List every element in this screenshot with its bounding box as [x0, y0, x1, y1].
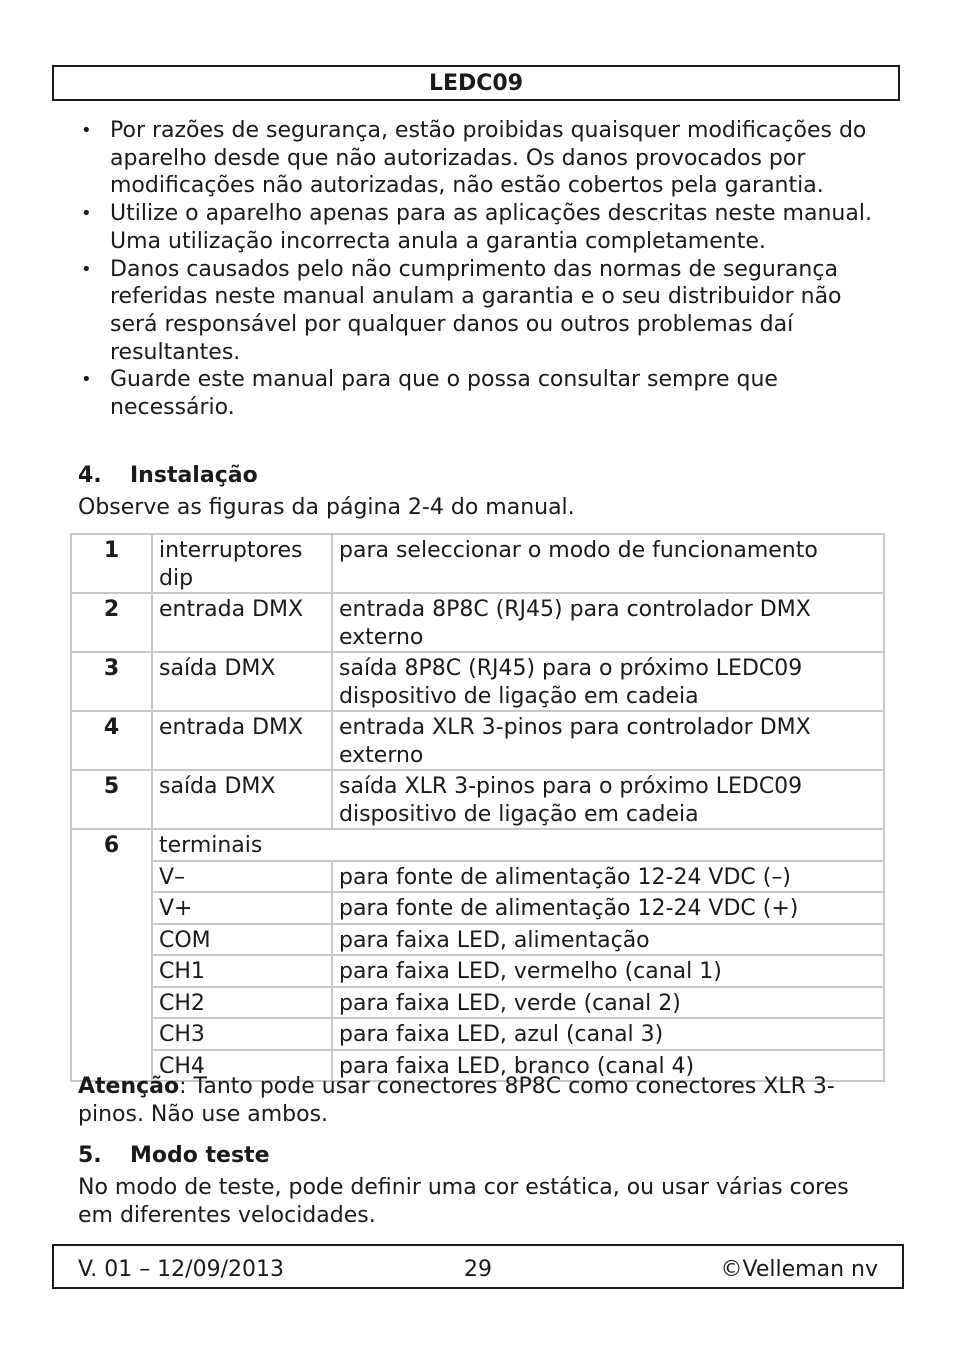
- page-footer: [52, 1244, 904, 1289]
- bullet-item: • Utilize o aparelho apenas para as aplicações descritas neste manual. Uma utilização incorrecta anula a garantia completamente.: [81, 201, 872, 254]
- table-row: [71, 711, 884, 770]
- safety-bullet-list: [78, 117, 878, 422]
- terminal-row: [71, 861, 884, 893]
- row-name: entrada DMX: [152, 711, 332, 770]
- terminal-description: para faixa LED, verde (canal 2): [332, 987, 884, 1019]
- terminal-description: para fonte de alimentação 12-24 VDC (+): [332, 892, 884, 924]
- terminal-description: para faixa LED, branco (canal 4): [332, 1050, 884, 1082]
- terminal-name: CH4: [152, 1050, 332, 1082]
- section-number: 5.: [78, 1143, 102, 1168]
- row-number: 4: [71, 711, 152, 770]
- bullet-item: • Danos causados pelo não cumprimento das normas de segurança referidas neste manual anulam a garantia e o seu distribuidor não será responsável por qualquer danos ou outros problemas daí resultantes.: [81, 256, 842, 365]
- bullet-dot-icon: •: [81, 203, 92, 225]
- terminal-row: [71, 987, 884, 1019]
- terminal-description: para faixa LED, vermelho (canal 1): [332, 955, 884, 987]
- row-number: 3: [71, 652, 152, 711]
- terminal-row: [71, 1018, 884, 1050]
- bullet-dot-icon: •: [81, 258, 92, 280]
- footer-version: V. 01 – 12/09/2013: [78, 1257, 284, 1282]
- attention-text: : Tanto pode usar conectores 8P8C como conectores XLR 3-pinos. Não use ambos.: [78, 1074, 835, 1127]
- section-number: 4.: [78, 463, 102, 488]
- section-4-intro: Observe as figuras da página 2-4 do manual.: [78, 495, 575, 520]
- section-4-heading: [78, 462, 258, 490]
- terminals-label: terminais: [152, 829, 884, 861]
- footer-copyright: ©Velleman nv: [720, 1257, 878, 1282]
- row-number: 6: [71, 829, 152, 1081]
- row-number: 1: [71, 534, 152, 593]
- bullet-dot-icon: •: [81, 369, 92, 391]
- row-name: interruptores dip: [152, 534, 332, 593]
- row-number: 2: [71, 593, 152, 652]
- table-row: [71, 534, 884, 593]
- table-row: [71, 652, 884, 711]
- attention-note: [78, 1073, 878, 1129]
- terminal-row: [71, 955, 884, 987]
- document-title: LEDC09: [428, 71, 524, 96]
- terminal-description: para fonte de alimentação 12-24 VDC (–): [332, 861, 884, 893]
- terminal-name: CH2: [152, 987, 332, 1019]
- table-row-terminals: [71, 829, 884, 861]
- row-description: para seleccionar o modo de funcionamento: [332, 534, 884, 593]
- terminal-row: [71, 892, 884, 924]
- section-5-heading: [78, 1142, 270, 1170]
- section-5-text: No modo de teste, pode definir uma cor estática, ou usar várias cores em diferentes velocidades.: [78, 1175, 849, 1228]
- terminal-name: CH1: [152, 955, 332, 987]
- row-description: entrada XLR 3-pinos para controlador DMX externo: [332, 711, 884, 770]
- table-row: [71, 593, 884, 652]
- attention-label: Atenção: [78, 1074, 180, 1099]
- section-title: Modo teste: [130, 1143, 270, 1168]
- row-number: 5: [71, 770, 152, 829]
- terminal-name: V+: [152, 892, 332, 924]
- row-name: entrada DMX: [152, 593, 332, 652]
- terminal-row: [71, 924, 884, 956]
- page-header: [52, 65, 900, 101]
- terminal-name: COM: [152, 924, 332, 956]
- terminal-name: V–: [152, 861, 332, 893]
- table-row: [71, 770, 884, 829]
- bullet-dot-icon: •: [81, 120, 92, 141]
- bullet-item: • Por razões de segurança, estão proibidas quaisquer modificações do aparelho desde que não autorizadas. Os danos provocados por modificações não autorizadas, não estão cobertos pela garantia.: [81, 118, 867, 199]
- terminal-name: CH3: [152, 1018, 332, 1050]
- terminal-description: para faixa LED, azul (canal 3): [332, 1018, 884, 1050]
- row-description: entrada 8P8C (RJ45) para controlador DMX externo: [332, 593, 884, 652]
- row-name: saída DMX: [152, 652, 332, 711]
- row-description: saída XLR 3-pinos para o próximo LEDC09 dispositivo de ligação em cadeia: [332, 770, 884, 829]
- connections-table: [70, 533, 885, 1082]
- footer-page-number: 29: [464, 1257, 492, 1282]
- row-description: saída 8P8C (RJ45) para o próximo LEDC09 dispositivo de ligação em cadeia: [332, 652, 884, 711]
- row-name: saída DMX: [152, 770, 332, 829]
- terminal-description: para faixa LED, alimentação: [332, 924, 884, 956]
- section-title: Instalação: [130, 463, 258, 488]
- bullet-item: • Guarde este manual para que o possa consultar sempre que necessário.: [81, 367, 778, 421]
